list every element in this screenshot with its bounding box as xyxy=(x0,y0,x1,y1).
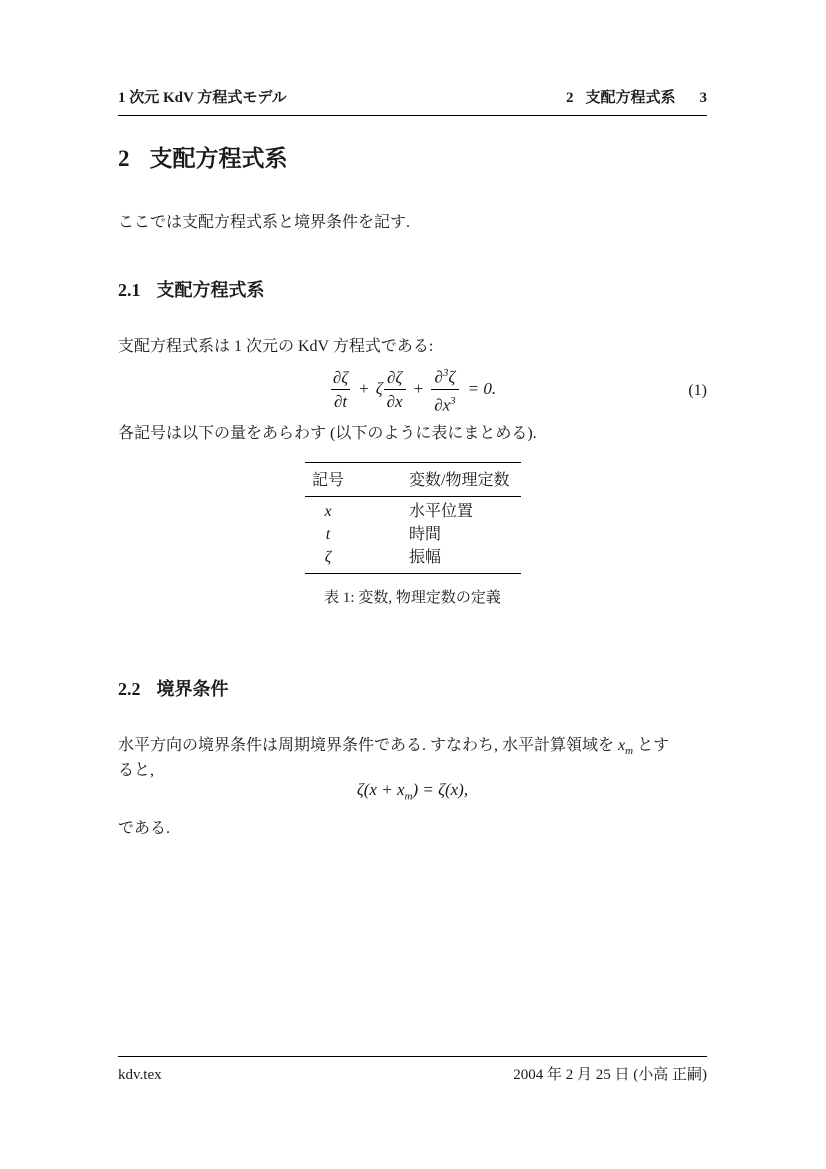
header-section-number: 2 xyxy=(565,90,574,106)
subsection-title: 境界条件 xyxy=(156,679,229,699)
subsection-heading-2-2 xyxy=(118,675,229,701)
table-caption: 表 1: 変数, 物理定数の定義 xyxy=(324,590,501,606)
zeta-coefficient: ζ xyxy=(375,379,383,398)
footer-filename: kdv.tex xyxy=(118,1067,162,1083)
xm-variable: $x_m$ xyxy=(618,737,634,758)
boundary-paragraph-line2: ると, xyxy=(118,762,155,779)
header-section-title: 支配方程式系 xyxy=(585,90,676,106)
subsection-heading-2-1 xyxy=(118,276,265,302)
subsection-number: 2.1 xyxy=(118,280,141,300)
table-lead: 各記号は以下の量をあらわす (以下のように表にまとめる). xyxy=(118,425,537,442)
footer-rule xyxy=(118,1056,707,1057)
periodic-boundary-equation: $\zeta(x + x_m) = \zeta(x)$, xyxy=(356,780,469,803)
subsection-number: 2.2 xyxy=(118,679,141,699)
variable-cell: 時間 xyxy=(409,526,442,543)
subsection-title: 支配方程式系 xyxy=(156,280,265,300)
table-row xyxy=(305,497,521,524)
variable-cell: 水平位置 xyxy=(409,503,474,520)
running-header xyxy=(118,86,707,116)
footer-date-author: 2004 年 2 月 25 日 (小高 正嗣) xyxy=(513,1067,707,1083)
fraction-dzeta-dt: $\frac{\partial\zeta}{\partial t}$ xyxy=(332,367,349,411)
closing-sentence: である. xyxy=(118,820,171,837)
equation-rhs: = 0. xyxy=(467,379,497,398)
symbols-table xyxy=(305,462,521,574)
symbol-cell: x xyxy=(324,503,332,520)
column-header-variable: 変数/物理定数 xyxy=(351,463,521,497)
section-title: 支配方程式系 xyxy=(149,145,288,171)
symbol-cell: ζ xyxy=(324,549,332,566)
table-row xyxy=(305,523,521,546)
header-left-title: 1 次元 KdV 方程式モデル xyxy=(118,90,287,106)
table-header-row xyxy=(305,463,521,497)
plus-operator: + xyxy=(413,379,424,398)
plus-operator: + xyxy=(359,379,369,398)
page-number: 3 xyxy=(699,90,707,106)
kdv-equation xyxy=(118,364,707,414)
page-footer xyxy=(118,1063,707,1084)
intro-paragraph: ここでは支配方程式系と境界条件を記す. xyxy=(118,214,411,231)
header-right xyxy=(566,86,707,107)
equation-number: (1) xyxy=(688,382,707,399)
fraction-d3zeta-dx3: $\frac{\partial^3\zeta}{\partial x^3}$ xyxy=(431,362,458,416)
section-number: 2 xyxy=(118,146,130,171)
section-heading xyxy=(118,140,288,173)
table-row xyxy=(305,546,521,574)
variable-cell: 振幅 xyxy=(409,549,442,566)
boundary-paragraph-line1: 水平方向の境界条件は周期境界条件である. すなわち, 水平計算領域を $x_m$ とす xyxy=(118,737,670,758)
column-header-symbol: 記号 xyxy=(305,463,351,497)
fraction-dzeta-dx: $\frac{\partial\zeta}{\partial x}$ xyxy=(384,366,406,413)
equation1-lead: 支配方程式系は 1 次元の KdV 方程式である: xyxy=(118,338,434,355)
symbol-cell: t xyxy=(325,526,331,543)
